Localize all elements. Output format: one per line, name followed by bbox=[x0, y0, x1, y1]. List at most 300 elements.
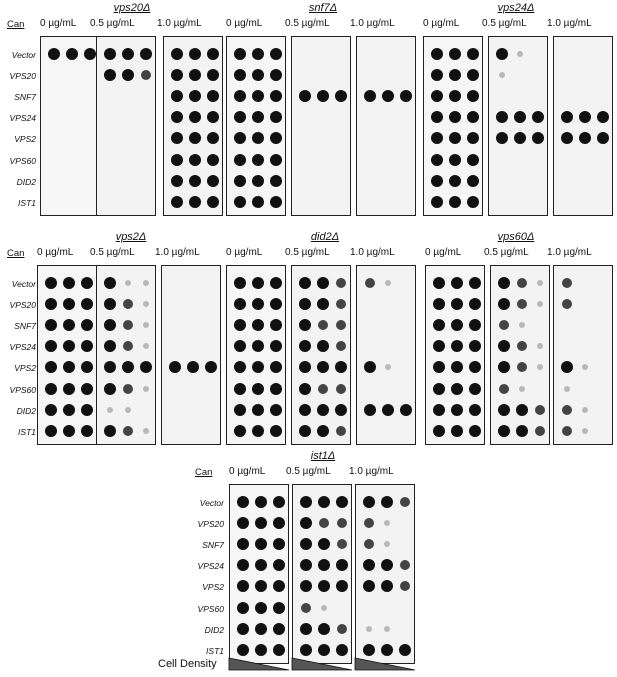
row-label: IST1 bbox=[18, 426, 36, 437]
yeast-spot bbox=[237, 517, 249, 529]
yeast-spot bbox=[270, 196, 282, 208]
yeast-spot bbox=[469, 361, 481, 373]
yeast-spot bbox=[300, 496, 312, 508]
yeast-spot bbox=[449, 111, 461, 123]
yeast-spot bbox=[318, 384, 328, 394]
yeast-spot bbox=[498, 298, 510, 310]
yeast-spot bbox=[140, 361, 152, 373]
yeast-spot bbox=[499, 384, 509, 394]
yeast-spot bbox=[234, 48, 246, 60]
agar-plate bbox=[488, 36, 548, 216]
yeast-spot bbox=[496, 132, 508, 144]
yeast-spot bbox=[467, 111, 479, 123]
yeast-spot bbox=[300, 623, 312, 635]
yeast-spot bbox=[237, 559, 249, 571]
yeast-spot bbox=[63, 425, 75, 437]
yeast-spot bbox=[516, 425, 528, 437]
yeast-spot bbox=[318, 320, 328, 330]
yeast-spot bbox=[498, 340, 510, 352]
yeast-spot bbox=[123, 299, 133, 309]
yeast-spot bbox=[451, 383, 463, 395]
yeast-spot bbox=[400, 404, 412, 416]
yeast-spot bbox=[273, 602, 285, 614]
yeast-spot bbox=[317, 425, 329, 437]
yeast-spot bbox=[317, 404, 329, 416]
row-label: VPS24 bbox=[197, 561, 224, 572]
yeast-spot bbox=[299, 90, 311, 102]
yeast-spot bbox=[270, 383, 282, 395]
yeast-spot bbox=[449, 132, 461, 144]
yeast-spot bbox=[300, 538, 312, 550]
yeast-spot bbox=[366, 626, 372, 632]
concentration-label: 1.0 µg/mL bbox=[155, 247, 200, 258]
row-label: SNF7 bbox=[202, 540, 224, 551]
yeast-spot bbox=[467, 175, 479, 187]
yeast-spot bbox=[433, 277, 445, 289]
yeast-spot bbox=[273, 580, 285, 592]
yeast-spot bbox=[270, 154, 282, 166]
yeast-spot bbox=[273, 517, 285, 529]
yeast-spot bbox=[451, 425, 463, 437]
yeast-spot bbox=[336, 580, 348, 592]
concentration-label: 1.0 µg/mL bbox=[350, 18, 395, 29]
yeast-spot bbox=[270, 277, 282, 289]
yeast-spot bbox=[451, 319, 463, 331]
yeast-spot bbox=[451, 340, 463, 352]
yeast-spot bbox=[207, 111, 219, 123]
yeast-spot bbox=[63, 361, 75, 373]
yeast-spot bbox=[579, 132, 591, 144]
yeast-spot bbox=[273, 623, 285, 635]
yeast-spot bbox=[270, 404, 282, 416]
yeast-spot bbox=[517, 341, 527, 351]
yeast-spot bbox=[81, 425, 93, 437]
yeast-spot bbox=[597, 132, 609, 144]
yeast-spot bbox=[385, 280, 391, 286]
yeast-spot bbox=[171, 48, 183, 60]
yeast-spot bbox=[451, 298, 463, 310]
yeast-spot bbox=[431, 48, 443, 60]
yeast-spot bbox=[66, 48, 78, 60]
yeast-spot bbox=[273, 559, 285, 571]
yeast-spot bbox=[433, 361, 445, 373]
yeast-spot bbox=[143, 322, 149, 328]
yeast-spot bbox=[123, 426, 133, 436]
row-label: VPS24 bbox=[9, 342, 36, 353]
row-label: DID2 bbox=[204, 624, 224, 635]
yeast-spot bbox=[364, 518, 374, 528]
yeast-spot bbox=[237, 580, 249, 592]
yeast-spot bbox=[535, 426, 545, 436]
yeast-spot bbox=[561, 132, 573, 144]
yeast-spot bbox=[189, 196, 201, 208]
yeast-spot bbox=[234, 340, 246, 352]
yeast-spot bbox=[104, 277, 116, 289]
yeast-spot bbox=[363, 580, 375, 592]
yeast-spot bbox=[532, 132, 544, 144]
yeast-spot bbox=[562, 299, 572, 309]
yeast-spot bbox=[270, 298, 282, 310]
yeast-spot bbox=[207, 154, 219, 166]
yeast-spot bbox=[81, 404, 93, 416]
can-label: Can bbox=[7, 248, 25, 259]
yeast-spot bbox=[63, 340, 75, 352]
yeast-spot bbox=[189, 111, 201, 123]
strain-title: vps60Δ bbox=[497, 231, 535, 243]
row-label: IST1 bbox=[206, 645, 224, 656]
agar-plate bbox=[356, 265, 416, 445]
yeast-spot bbox=[335, 404, 347, 416]
yeast-spot bbox=[45, 340, 57, 352]
yeast-spot bbox=[336, 384, 346, 394]
yeast-spot bbox=[234, 319, 246, 331]
yeast-spot bbox=[81, 340, 93, 352]
agar-plate bbox=[553, 36, 613, 216]
yeast-spot bbox=[255, 538, 267, 550]
yeast-spot bbox=[273, 538, 285, 550]
row-label: VPS2 bbox=[14, 134, 36, 145]
row-label: VPS20 bbox=[197, 519, 224, 530]
yeast-spot bbox=[252, 111, 264, 123]
yeast-spot bbox=[237, 538, 249, 550]
yeast-spot bbox=[207, 90, 219, 102]
yeast-spot bbox=[469, 425, 481, 437]
yeast-spot bbox=[270, 69, 282, 81]
yeast-spot bbox=[382, 404, 394, 416]
agar-plate bbox=[553, 265, 613, 445]
yeast-spot bbox=[514, 111, 526, 123]
yeast-spot bbox=[431, 175, 443, 187]
yeast-spot bbox=[252, 132, 264, 144]
yeast-spot bbox=[252, 277, 264, 289]
yeast-spot bbox=[123, 341, 133, 351]
yeast-spot bbox=[123, 320, 133, 330]
yeast-spot bbox=[431, 111, 443, 123]
yeast-spot bbox=[582, 428, 588, 434]
yeast-spot bbox=[234, 175, 246, 187]
yeast-spot bbox=[104, 319, 116, 331]
yeast-spot bbox=[469, 340, 481, 352]
strain-title: vps2Δ bbox=[115, 231, 147, 243]
yeast-spot bbox=[537, 301, 543, 307]
yeast-spot bbox=[384, 541, 390, 547]
yeast-spot bbox=[207, 132, 219, 144]
yeast-spot bbox=[433, 298, 445, 310]
yeast-spot bbox=[81, 383, 93, 395]
yeast-spot bbox=[255, 602, 267, 614]
yeast-spot bbox=[336, 496, 348, 508]
yeast-spot bbox=[364, 90, 376, 102]
yeast-spot bbox=[363, 644, 375, 656]
yeast-spot bbox=[381, 496, 393, 508]
concentration-label: 0.5 µg/mL bbox=[285, 18, 330, 29]
yeast-spot bbox=[237, 623, 249, 635]
concentration-label: 0.5 µg/mL bbox=[90, 18, 135, 29]
yeast-spot bbox=[84, 48, 96, 60]
concentration-label: 1.0 µg/mL bbox=[547, 247, 592, 258]
yeast-spot bbox=[234, 361, 246, 373]
row-label: VPS20 bbox=[9, 300, 36, 311]
yeast-spot bbox=[255, 496, 267, 508]
row-label: VPS2 bbox=[14, 363, 36, 374]
yeast-spot bbox=[537, 364, 543, 370]
concentration-label: 0.5 µg/mL bbox=[484, 247, 529, 258]
yeast-spot bbox=[143, 301, 149, 307]
yeast-spot bbox=[299, 319, 311, 331]
yeast-spot bbox=[381, 559, 393, 571]
yeast-spot bbox=[364, 539, 374, 549]
yeast-spot bbox=[336, 278, 346, 288]
yeast-spot bbox=[45, 425, 57, 437]
row-label: Vector bbox=[11, 279, 36, 289]
yeast-spot bbox=[365, 278, 375, 288]
yeast-spot bbox=[234, 132, 246, 144]
concentration-label: 1.0 µg/mL bbox=[350, 247, 395, 258]
yeast-spot bbox=[255, 644, 267, 656]
concentration-label: 0 µg/mL bbox=[37, 247, 74, 258]
yeast-spot bbox=[381, 580, 393, 592]
yeast-spot bbox=[496, 111, 508, 123]
yeast-spot bbox=[467, 48, 479, 60]
yeast-spot bbox=[107, 407, 113, 413]
yeast-spot bbox=[234, 196, 246, 208]
yeast-spot bbox=[319, 518, 329, 528]
yeast-spot bbox=[123, 384, 133, 394]
yeast-spot bbox=[431, 154, 443, 166]
yeast-spot bbox=[273, 644, 285, 656]
yeast-spot bbox=[519, 386, 525, 392]
yeast-spot bbox=[234, 298, 246, 310]
yeast-spot bbox=[171, 69, 183, 81]
yeast-spot bbox=[207, 48, 219, 60]
density-gradient-wedge bbox=[229, 658, 289, 670]
row-label: VPS20 bbox=[9, 71, 36, 82]
yeast-spot bbox=[171, 132, 183, 144]
yeast-spot bbox=[433, 340, 445, 352]
yeast-spot bbox=[400, 560, 410, 570]
yeast-spot bbox=[400, 90, 412, 102]
yeast-spot bbox=[237, 644, 249, 656]
agar-plate bbox=[490, 265, 550, 445]
yeast-spot bbox=[255, 559, 267, 571]
yeast-spot bbox=[532, 111, 544, 123]
yeast-spot bbox=[318, 623, 330, 635]
yeast-spot bbox=[207, 69, 219, 81]
yeast-spot bbox=[48, 48, 60, 60]
yeast-spot bbox=[252, 361, 264, 373]
density-gradient-wedge bbox=[292, 658, 352, 670]
yeast-spot bbox=[467, 90, 479, 102]
row-label: SNF7 bbox=[14, 321, 36, 332]
agar-plate bbox=[163, 36, 223, 216]
yeast-spot bbox=[189, 175, 201, 187]
concentration-label: 1.0 µg/mL bbox=[349, 466, 394, 477]
yeast-spot bbox=[270, 425, 282, 437]
yeast-spot bbox=[562, 278, 572, 288]
yeast-spot bbox=[207, 196, 219, 208]
yeast-spot bbox=[431, 132, 443, 144]
yeast-spot bbox=[469, 277, 481, 289]
yeast-spot bbox=[81, 361, 93, 373]
yeast-spot bbox=[122, 69, 134, 81]
yeast-spot bbox=[104, 69, 116, 81]
yeast-spot bbox=[498, 425, 510, 437]
yeast-spot bbox=[537, 280, 543, 286]
yeast-spot bbox=[189, 132, 201, 144]
concentration-label: 0.5 µg/mL bbox=[90, 247, 135, 258]
concentration-label: 1.0 µg/mL bbox=[157, 18, 202, 29]
yeast-spot bbox=[63, 298, 75, 310]
yeast-spot bbox=[207, 175, 219, 187]
yeast-spot bbox=[535, 405, 545, 415]
yeast-spot bbox=[300, 644, 312, 656]
yeast-spot bbox=[252, 340, 264, 352]
yeast-spot bbox=[270, 90, 282, 102]
yeast-spot bbox=[449, 196, 461, 208]
yeast-spot bbox=[45, 319, 57, 331]
yeast-spot bbox=[363, 496, 375, 508]
yeast-spot bbox=[252, 48, 264, 60]
yeast-spot bbox=[318, 644, 330, 656]
yeast-spot bbox=[381, 644, 393, 656]
yeast-spot bbox=[45, 277, 57, 289]
concentration-label: 0.5 µg/mL bbox=[286, 466, 331, 477]
yeast-spot bbox=[336, 299, 346, 309]
yeast-spot bbox=[169, 361, 181, 373]
yeast-spot bbox=[299, 361, 311, 373]
yeast-spot bbox=[498, 404, 510, 416]
yeast-spot bbox=[317, 90, 329, 102]
row-label: SNF7 bbox=[14, 92, 36, 103]
yeast-spot bbox=[171, 111, 183, 123]
yeast-spot bbox=[255, 580, 267, 592]
yeast-spot bbox=[449, 154, 461, 166]
yeast-spot bbox=[384, 520, 390, 526]
can-label: Can bbox=[7, 19, 25, 30]
yeast-spot bbox=[467, 196, 479, 208]
yeast-spot bbox=[270, 361, 282, 373]
yeast-spot bbox=[321, 605, 327, 611]
yeast-spot bbox=[517, 362, 527, 372]
yeast-spot bbox=[499, 320, 509, 330]
yeast-spot bbox=[104, 383, 116, 395]
yeast-spot bbox=[299, 425, 311, 437]
strain-title: vps24Δ bbox=[497, 2, 535, 14]
yeast-spot bbox=[400, 497, 410, 507]
yeast-spot bbox=[63, 319, 75, 331]
yeast-spot bbox=[335, 361, 347, 373]
yeast-spot bbox=[597, 111, 609, 123]
yeast-spot bbox=[104, 361, 116, 373]
yeast-spot bbox=[141, 70, 151, 80]
yeast-spot bbox=[336, 341, 346, 351]
yeast-spot bbox=[336, 559, 348, 571]
yeast-spot bbox=[237, 602, 249, 614]
yeast-spot bbox=[234, 277, 246, 289]
yeast-spot bbox=[449, 175, 461, 187]
yeast-spot bbox=[318, 538, 330, 550]
yeast-spot bbox=[143, 280, 149, 286]
yeast-spot bbox=[252, 383, 264, 395]
yeast-spot bbox=[104, 48, 116, 60]
yeast-spot bbox=[45, 383, 57, 395]
yeast-spot bbox=[140, 48, 152, 60]
yeast-spot bbox=[449, 90, 461, 102]
yeast-spot bbox=[499, 72, 505, 78]
agar-plate bbox=[37, 265, 97, 445]
yeast-spot bbox=[189, 90, 201, 102]
yeast-spot bbox=[451, 277, 463, 289]
yeast-spot bbox=[104, 298, 116, 310]
yeast-spot bbox=[234, 154, 246, 166]
row-label: VPS2 bbox=[202, 582, 224, 593]
yeast-spot bbox=[516, 404, 528, 416]
yeast-spot bbox=[431, 69, 443, 81]
row-label: VPS60 bbox=[197, 603, 224, 614]
agar-plate bbox=[161, 265, 221, 445]
agar-plate bbox=[423, 36, 483, 216]
yeast-spot bbox=[317, 298, 329, 310]
row-label: VPS60 bbox=[9, 384, 36, 395]
agar-plate bbox=[291, 36, 351, 216]
concentration-label: 0 µg/mL bbox=[229, 466, 266, 477]
yeast-spot bbox=[234, 69, 246, 81]
yeast-spot bbox=[467, 132, 479, 144]
yeast-spot bbox=[469, 319, 481, 331]
agar-plate bbox=[226, 36, 286, 216]
yeast-spot bbox=[300, 580, 312, 592]
yeast-spot bbox=[337, 624, 347, 634]
yeast-spot bbox=[517, 51, 523, 57]
yeast-spot bbox=[125, 407, 131, 413]
yeast-spot bbox=[252, 69, 264, 81]
yeast-spot bbox=[45, 298, 57, 310]
concentration-label: 0 µg/mL bbox=[423, 18, 460, 29]
yeast-spot bbox=[363, 559, 375, 571]
yeast-spot bbox=[467, 69, 479, 81]
yeast-spot bbox=[300, 559, 312, 571]
agar-plate bbox=[229, 484, 289, 664]
yeast-spot bbox=[317, 361, 329, 373]
yeast-spot bbox=[433, 404, 445, 416]
yeast-spot bbox=[318, 580, 330, 592]
row-label: VPS60 bbox=[9, 155, 36, 166]
yeast-spot bbox=[234, 90, 246, 102]
yeast-spot bbox=[189, 69, 201, 81]
agar-plate bbox=[356, 36, 416, 216]
yeast-spot bbox=[496, 48, 508, 60]
yeast-spot bbox=[336, 426, 346, 436]
agar-plate bbox=[96, 265, 156, 445]
yeast-spot bbox=[81, 277, 93, 289]
yeast-spot bbox=[335, 90, 347, 102]
yeast-spot bbox=[299, 340, 311, 352]
yeast-spot bbox=[255, 517, 267, 529]
yeast-spot bbox=[143, 386, 149, 392]
row-label: Vector bbox=[11, 50, 36, 60]
agar-plate bbox=[96, 36, 156, 216]
yeast-spot bbox=[318, 559, 330, 571]
yeast-spot bbox=[63, 404, 75, 416]
yeast-spot bbox=[301, 603, 311, 613]
yeast-spot bbox=[337, 518, 347, 528]
agar-plate bbox=[355, 484, 415, 664]
yeast-spot bbox=[449, 48, 461, 60]
yeast-spot bbox=[561, 111, 573, 123]
yeast-spot bbox=[143, 428, 149, 434]
yeast-spot bbox=[252, 319, 264, 331]
row-label: DID2 bbox=[16, 405, 36, 416]
